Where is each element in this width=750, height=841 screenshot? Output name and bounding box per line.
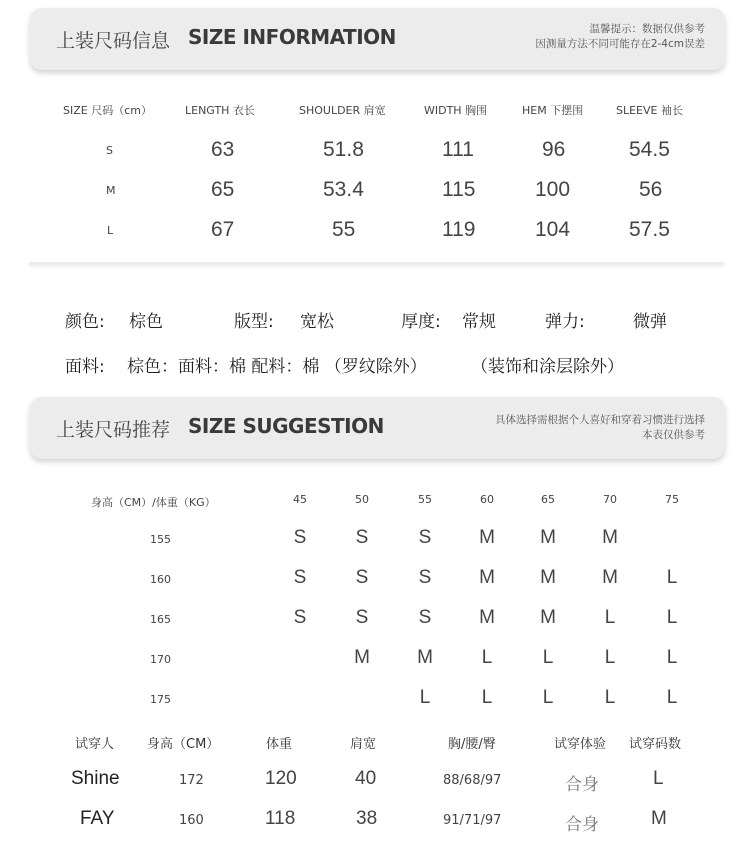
size-info-note-line: 温馨提示：数据仅供参考 bbox=[589, 23, 705, 35]
shoulder-header: SHOULDER 肩宽 bbox=[299, 104, 386, 117]
length-header: LENGTH 衣长 bbox=[185, 104, 255, 117]
tester-measurements: 88/68/97 bbox=[443, 773, 502, 788]
suggested-size-cell: S bbox=[418, 567, 432, 588]
height-header: 身高（CM） bbox=[147, 737, 220, 752]
tester-height: 172 bbox=[179, 773, 204, 788]
tester-name: FAY bbox=[80, 808, 115, 829]
tester-shoulder: 38 bbox=[356, 808, 378, 829]
suggested-size-cell: L bbox=[604, 647, 616, 668]
tester-shoulder: 40 bbox=[355, 768, 377, 789]
weight-column-header: 50 bbox=[355, 493, 369, 506]
suggested-size-cell: M bbox=[479, 527, 495, 548]
sleeve-value: 57.5 bbox=[629, 218, 670, 241]
tester-weight: 120 bbox=[265, 768, 297, 789]
suggested-size-cell: L bbox=[542, 687, 554, 708]
elastic-value: 微弹 bbox=[633, 312, 667, 332]
length-value: 65 bbox=[211, 178, 235, 201]
suggested-size-cell: M bbox=[354, 647, 370, 668]
suggested-size-cell: S bbox=[293, 567, 307, 588]
sleeve-header: SLEEVE 袖长 bbox=[616, 104, 683, 117]
suggested-size-cell: S bbox=[293, 527, 307, 548]
size-suggestion-banner bbox=[30, 397, 725, 459]
tester-name: Shine bbox=[71, 768, 120, 789]
suggested-size-cell: M bbox=[479, 607, 495, 628]
suggested-size-cell: M bbox=[479, 567, 495, 588]
thickness-value: 常规 bbox=[462, 312, 496, 332]
size-info-title-en: SIZE INFORMATION bbox=[188, 25, 396, 49]
suggested-size-cell: L bbox=[666, 647, 678, 668]
size-suggestion-note-line: 本表仅供参考 bbox=[642, 429, 705, 441]
hem-value: 104 bbox=[535, 218, 571, 241]
tester-size: M bbox=[651, 808, 667, 829]
suggested-size-cell: M bbox=[540, 567, 556, 588]
size-suggestion-note-line: 具体选择需根据个人喜好和穿着习惯进行选择 bbox=[495, 414, 705, 426]
tester-weight: 118 bbox=[265, 808, 296, 829]
suggested-size-cell: L bbox=[481, 687, 493, 708]
size-label: S bbox=[106, 144, 113, 157]
width-value: 115 bbox=[442, 178, 476, 201]
tester-measurements: 91/71/97 bbox=[443, 813, 502, 828]
fabric-note: （装饰和涂层除外） bbox=[471, 357, 624, 377]
shoulder-value: 51.8 bbox=[323, 138, 364, 161]
weight-header: 体重 bbox=[266, 737, 293, 752]
section-divider bbox=[28, 262, 725, 268]
size-information-banner bbox=[30, 8, 725, 70]
suggested-size-cell: S bbox=[418, 607, 432, 628]
suggested-size-cell: L bbox=[419, 687, 431, 708]
fit-label: 版型: bbox=[234, 312, 274, 332]
length-value: 63 bbox=[211, 138, 235, 161]
height-row-label: 175 bbox=[150, 693, 171, 706]
color-label: 颜色: bbox=[65, 312, 105, 332]
weight-column-header: 60 bbox=[480, 493, 494, 506]
suggested-size-cell: M bbox=[540, 607, 556, 628]
tester-header: 试穿人 bbox=[75, 737, 115, 752]
suggested-size-cell: L bbox=[481, 647, 493, 668]
suggested-size-cell: S bbox=[355, 567, 369, 588]
size-info-note bbox=[535, 22, 705, 52]
fabric-value: 棕色：面料：棉 配料：棉 （罗纹除外） bbox=[127, 357, 427, 377]
suggested-size-cell: S bbox=[293, 607, 307, 628]
size-header: SIZE 尺码（cm） bbox=[63, 104, 152, 117]
shoulder-value: 53.4 bbox=[323, 178, 364, 201]
suggested-size-cell: L bbox=[666, 687, 678, 708]
suggested-size-cell: M bbox=[540, 527, 556, 548]
sleeve-value: 54.5 bbox=[629, 138, 670, 161]
tester-height: 160 bbox=[179, 813, 204, 828]
height-row-label: 160 bbox=[150, 573, 171, 586]
width-value: 119 bbox=[442, 218, 476, 241]
width-value: 111 bbox=[442, 138, 474, 161]
hem-value: 96 bbox=[542, 138, 566, 161]
size-info-note-line: 因测量方法不同可能存在2-4cm误差 bbox=[535, 38, 705, 50]
suggested-size-cell: M bbox=[602, 567, 618, 588]
height-row-label: 165 bbox=[150, 613, 171, 626]
fit-experience-header: 试穿体验 bbox=[554, 737, 607, 752]
size-suggestion-title-en: SIZE SUGGESTION bbox=[188, 414, 384, 438]
height-weight-corner-label: 身高（CM）/体重（KG） bbox=[91, 496, 216, 509]
weight-column-header: 55 bbox=[418, 493, 432, 506]
sleeve-value: 56 bbox=[639, 178, 663, 201]
fit-value: 宽松 bbox=[300, 312, 334, 332]
suggested-size-cell: S bbox=[355, 527, 369, 548]
suggested-size-cell: L bbox=[542, 647, 554, 668]
shoulder-value: 55 bbox=[332, 218, 356, 241]
suggested-size-cell: M bbox=[417, 647, 433, 668]
suggested-size-cell: M bbox=[602, 527, 618, 548]
tried-size-header: 试穿码数 bbox=[629, 737, 682, 752]
size-label: M bbox=[106, 184, 116, 197]
size-label: L bbox=[107, 224, 114, 237]
bust-waist-hip-header: 胸/腰/臀 bbox=[448, 737, 496, 752]
length-value: 67 bbox=[211, 218, 235, 241]
hem-header: HEM 下摆围 bbox=[522, 104, 584, 117]
height-row-label: 155 bbox=[150, 533, 171, 546]
size-info-title-cn: 上装尺码信息 bbox=[56, 30, 171, 52]
size-suggestion-note bbox=[495, 413, 705, 443]
suggested-size-cell: L bbox=[604, 687, 616, 708]
weight-column-header: 45 bbox=[293, 493, 307, 506]
hem-value: 100 bbox=[535, 178, 571, 201]
suggested-size-cell: L bbox=[666, 567, 678, 588]
weight-column-header: 70 bbox=[603, 493, 617, 506]
size-suggestion-title-cn: 上装尺码推荐 bbox=[56, 419, 171, 441]
suggested-size-cell: S bbox=[355, 607, 369, 628]
tester-fit: 合身 bbox=[565, 775, 599, 795]
weight-column-header: 65 bbox=[541, 493, 555, 506]
tester-size: L bbox=[653, 768, 664, 789]
elastic-label: 弹力: bbox=[545, 312, 585, 332]
width-header: WIDTH 胸围 bbox=[424, 104, 488, 117]
suggested-size-cell: L bbox=[666, 607, 678, 628]
suggested-size-cell: L bbox=[604, 607, 616, 628]
weight-column-header: 75 bbox=[665, 493, 679, 506]
color-value: 棕色 bbox=[129, 312, 163, 332]
height-row-label: 170 bbox=[150, 653, 171, 666]
tester-fit: 合身 bbox=[565, 815, 599, 835]
fabric-label: 面料: bbox=[65, 357, 105, 377]
thickness-label: 厚度: bbox=[401, 312, 441, 332]
shoulder-header: 肩宽 bbox=[350, 737, 377, 752]
suggested-size-cell: S bbox=[418, 527, 432, 548]
